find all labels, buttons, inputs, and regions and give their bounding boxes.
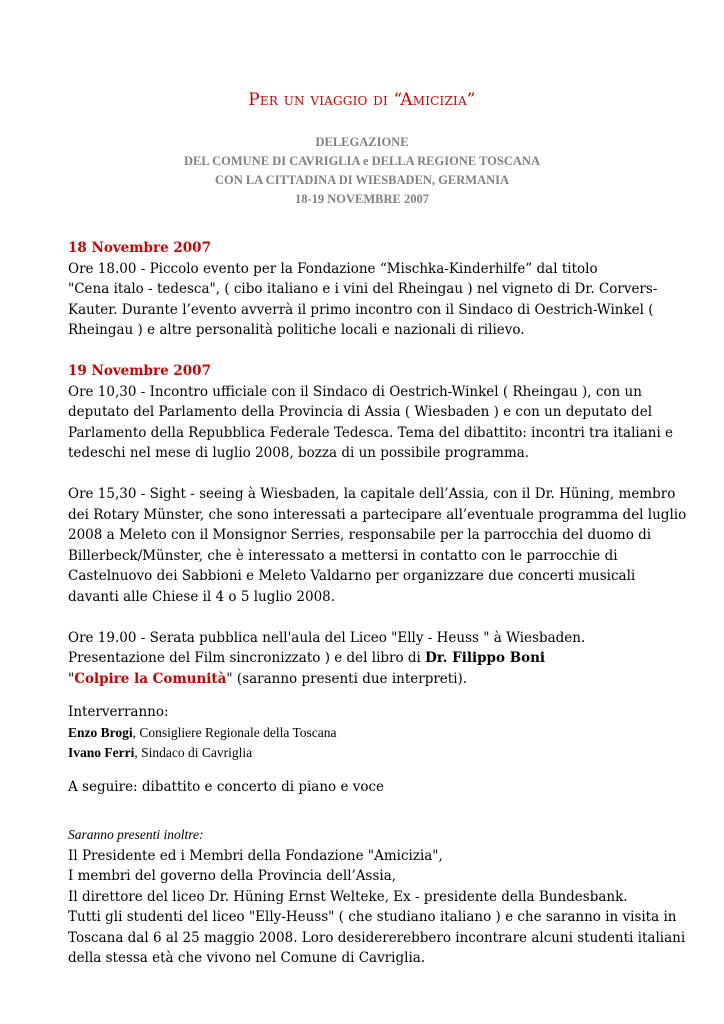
speaker-name: Enzo Brogi <box>68 724 133 740</box>
text-line: Il Presidente ed i Membri della Fondazione "Amicizia", <box>68 847 443 864</box>
header-dates: 18-19 NOVEMBRE 2007 <box>294 192 430 206</box>
text-line: della stessa età che vivono nel Comune di Cavriglia. <box>68 950 426 966</box>
after-event-note: A seguire: dibattito e concerto di piano e voce <box>68 778 385 795</box>
also-present-heading: Saranno presenti inoltre: <box>68 827 204 842</box>
text-line: tedeschi nel mese di luglio 2008, bozza di un possibile programma. <box>68 445 530 461</box>
text-line: Ore 15,30 - Sight - seeing à Wiesbaden, la capitale dell’Assia, con il Dr. Hüning, membro <box>68 486 676 502</box>
day2-paragraph-1 <box>68 382 674 464</box>
speaker-item <box>68 743 668 764</box>
text-line: I membri del governo della Provincia dell’Assia, <box>68 868 397 884</box>
text-line: 2008 a Meleto con il Monsignor Serries, responsabile per la parrocchia del duomo di <box>68 527 652 543</box>
header-line: DELEGAZIONE <box>315 135 409 149</box>
text-line: Ore 10,30 - Incontro ufficiale con il Sindaco di Oestrich-Winkel ( Rheingau ), con un <box>68 383 642 400</box>
text-line: Rheingau ) e altre personalità politiche locali e nazionali di rilievo. <box>68 322 525 338</box>
day1-date: 18 Novembre 2007 <box>68 240 211 256</box>
text-line: Toscana dal 6 al 25 maggio 2008. Loro desidererebbero incontrare alcuni studenti italiani <box>68 929 686 946</box>
text-line: Il direttore del liceo Dr. Hüning Ernst Welteke, Ex - presidente della Bundesbank. <box>68 888 628 905</box>
text-line: Parlamento della Repubblica Federale Tedesca. Tema del dibattito: incontri tra italiani e <box>68 424 674 441</box>
day2-paragraph-3 <box>68 628 668 690</box>
day2-date: 19 Novembre 2007 <box>68 363 211 379</box>
document-body <box>68 238 687 969</box>
quote-mark: " <box>68 670 75 687</box>
text-line: "Cena italo - tedesca", ( cibo italiano e i vini del Rheingau ) nel vigneto di Dr. Corvers- <box>68 281 658 297</box>
speaker-item <box>68 723 668 744</box>
speaker-role: , Sindaco di Cavriglia <box>134 745 253 760</box>
delegation-header <box>0 133 724 209</box>
speaker-role: , Consigliere Regionale della Toscana <box>132 724 337 740</box>
text-span: Presentazione del Film sincronizzato ) e del libro di <box>68 650 426 666</box>
book-title: Colpire la Comunità <box>74 670 227 687</box>
speakers-heading: Interverranno: <box>68 704 169 720</box>
text-line: deputato del Parlamento della Provincia di Assia ( Wiesbaden ) e con un deputato del <box>68 404 653 420</box>
text-line: dei Rotary Münster, che sono interessati a partecipare all’eventuale programma del luglio <box>68 506 687 523</box>
text-line: davanti alle Chiese il 4 o 5 luglio 2008. <box>68 588 336 605</box>
text-line: Ore 18.00 - Piccolo evento per la Fondazione “Mischka-Kinderhilfe” dal titolo <box>68 260 598 277</box>
day2-paragraph-2 <box>68 484 687 607</box>
text-line: Ore 19.00 - Serata pubblica nell'aula del Liceo "Elly - Heuss " à Wiesbaden. <box>68 629 586 646</box>
text-line <box>68 669 668 690</box>
book-author: Dr. Filippo Boni <box>425 650 546 666</box>
speakers-block <box>68 702 668 764</box>
speaker-name: Ivano Ferri <box>68 745 135 760</box>
header-line: CON LA CITTADINA DI WIESBADEN, GERMANIA <box>214 173 510 187</box>
header-line: DEL COMUNE DI CAVRIGLIA e DELLA REGIONE TOSCANA <box>184 154 540 168</box>
text-line <box>68 648 668 669</box>
text-line: Castelnuovo dei Sabbioni e Meleto Valdarno per organizzare due concerti musicali <box>68 568 636 584</box>
text-line: Tutti gli studenti del liceo "Elly-Heuss" ( che studiano italiano ) e che saranno in visita in <box>68 909 677 925</box>
also-present-block <box>68 825 686 969</box>
document-title: Per un viaggio di “Amicizia” <box>248 90 476 110</box>
day1-paragraph <box>68 259 668 341</box>
text-span: " (saranno presenti due interpreti). <box>226 670 468 687</box>
text-line: Billerbeck/Münster, che è interessato a mettersi in contatto con le parrocchie di <box>68 547 618 564</box>
text-line: Kauter. Durante l’evento avverrà il primo incontro con il Sindaco di Oestrich-Winkel ( <box>68 301 654 318</box>
